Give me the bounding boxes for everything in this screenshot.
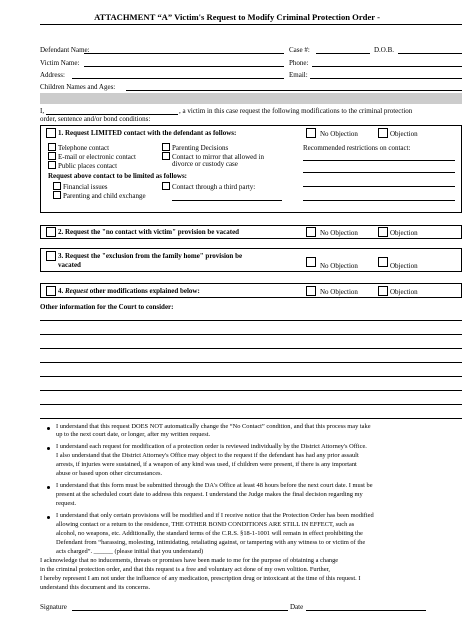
email-contact-label: E-mail or electronic contact — [58, 153, 136, 161]
other-info-line[interactable] — [40, 404, 462, 405]
third-party-checkbox[interactable] — [162, 182, 170, 190]
victim-name-label: Victim Name: — [40, 59, 80, 67]
phone-field[interactable] — [312, 66, 462, 67]
section2-no-objection-checkbox[interactable] — [306, 227, 316, 237]
section3-objection-checkbox[interactable] — [378, 257, 388, 267]
other-info-line[interactable] — [40, 348, 462, 349]
acknowledge-line-3: I hereby represent I am not under the influence of any medication, prescription drug or intoxicant at the time of this request. I — [40, 575, 361, 582]
bullet-1-line-2: up to the next court date, or longer, after my written request. — [56, 431, 211, 438]
section1-no-objection-checkbox[interactable] — [306, 128, 316, 138]
mirror-contact-checkbox[interactable] — [162, 152, 170, 160]
parenting-decisions-label: Parenting Decisions — [172, 144, 229, 152]
children-field[interactable] — [126, 90, 462, 91]
bullet-3-line-2: present at the scheduled court date to address this request. I understand the Judge makes the final decision regarding my — [56, 491, 363, 498]
defendant-name-field[interactable] — [84, 53, 284, 54]
phone-label: Phone: — [289, 59, 309, 67]
bullet-3-line-1: I understand that this form must be submitted through the DA's Office at least 48 hours before the next court date. I must be — [56, 482, 373, 489]
other-info-line[interactable] — [40, 418, 462, 419]
intro-text-line2: order, sentence and/or bond conditions: — [40, 115, 151, 123]
section2-checkbox[interactable] — [46, 227, 56, 237]
address-field[interactable] — [72, 78, 284, 79]
section3-label-2: vacated — [58, 261, 81, 269]
financial-issues-label: Financial issues — [63, 183, 108, 191]
section2-objection-checkbox[interactable] — [378, 227, 388, 237]
section2-no-objection-label: No Objection — [320, 229, 358, 237]
email-field[interactable] — [310, 78, 462, 79]
bullet-2-line-2: I also understand that the District Attorney's Office may object to the request if the defendant has had any prior assault — [56, 452, 359, 459]
mirror-contact-label: Contact to mirror that allowed in — [172, 153, 264, 161]
section4-label — [58, 287, 200, 295]
signature-label: Signature — [40, 603, 67, 611]
dob-field[interactable] — [398, 53, 462, 54]
third-party-label: Contact through a third party: — [172, 183, 256, 191]
bullet-4-line-5: acts charged”. ______ (please initial that you understand) — [56, 548, 204, 555]
bullet-2-line-3: arrests, if injuries were sustained, if a weapon of any kind was used, if children were present, if there is any important — [56, 461, 357, 468]
section4-label-number: 4. — [58, 287, 64, 295]
title-underline — [40, 24, 462, 25]
section4-objection-checkbox[interactable] — [378, 286, 388, 296]
child-exchange-checkbox[interactable] — [53, 191, 61, 199]
other-info-line[interactable] — [40, 376, 462, 377]
acknowledge-line-4: understand this document and its concerns. — [40, 584, 151, 591]
public-places-label: Public places contact — [58, 162, 118, 170]
bullet-marker — [47, 516, 50, 519]
other-info-line[interactable] — [40, 390, 462, 391]
recommended-restrictions-line-3[interactable] — [303, 186, 455, 187]
bullet-2-line-1: I understand each request for modification of a protection order is reviewed individually by the District Attorney's Office. — [56, 443, 367, 450]
section3-no-objection-label: No Objection — [320, 262, 358, 270]
recommended-restrictions-line-1[interactable] — [303, 160, 455, 161]
parenting-decisions-checkbox[interactable] — [162, 143, 170, 151]
section2-objection-label: Objection — [390, 229, 418, 237]
victim-name-field[interactable] — [84, 66, 284, 67]
section1-label: 1. Request LIMITED contact with the defendant as follows: — [58, 129, 237, 137]
bullet-marker — [47, 486, 50, 489]
recommended-restrictions-line-2[interactable] — [303, 172, 455, 173]
bullet-marker — [47, 447, 50, 450]
case-number-field[interactable] — [316, 53, 370, 54]
other-info-label: Other information for the Court to consider: — [40, 303, 174, 311]
limited-heading: Request above contact to be limited as follows: — [48, 172, 188, 180]
third-party-field[interactable] — [172, 200, 282, 201]
gray-divider-band — [40, 93, 462, 104]
section1-checkbox[interactable] — [46, 128, 56, 138]
public-places-checkbox[interactable] — [48, 161, 56, 169]
section4-checkbox[interactable] — [46, 286, 56, 296]
telephone-contact-checkbox[interactable] — [48, 143, 56, 151]
bullet-4-line-2: allowing contact or a return to the residence, THE OTHER BOND CONDITIONS ARE STILL IN EFFECT, such as — [56, 521, 355, 528]
intro-prefix: I, — [40, 107, 45, 115]
page-title: ATTACHMENT “A” Victim's Request to Modify Criminal Protection Order - — [94, 12, 380, 22]
section3-objection-label: Objection — [390, 262, 418, 270]
other-info-line[interactable] — [40, 320, 462, 321]
other-info-line[interactable] — [40, 334, 462, 335]
recommended-restrictions-line-4[interactable] — [303, 200, 455, 201]
section4-no-objection-checkbox[interactable] — [306, 286, 316, 296]
section4-objection-label: Objection — [390, 288, 418, 296]
section1-no-objection-label: No Objection — [320, 130, 358, 138]
bullet-2-line-4: abuse or based upon other circumstances. — [56, 470, 163, 477]
dob-label: D.O.B. — [374, 46, 395, 54]
acknowledge-line-2: in the criminal protection order, and that this request is a free and voluntary act done of my own volition. Further, — [40, 566, 331, 573]
section4-no-objection-label: No Objection — [320, 288, 358, 296]
section3-no-objection-checkbox[interactable] — [306, 257, 316, 267]
children-label: Children Names and Ages: — [40, 83, 116, 91]
intro-text: , a victim in this case request the following modifications to the criminal protection — [179, 107, 413, 115]
section2-label: 2. Request the "no contact with victim" provision be vacated — [58, 228, 240, 236]
defendant-name-label: Defendant Name: — [40, 46, 90, 54]
child-exchange-label: Parenting and child exchange — [63, 192, 146, 200]
bullet-4-line-1: I understand that only certain provisions will be modified and if I receive notice that the Protection Order has been modified — [56, 512, 374, 519]
section4-label-rest: other modifications explained below: — [89, 287, 200, 295]
bullet-marker — [47, 427, 50, 430]
other-info-line[interactable] — [40, 362, 462, 363]
date-label: Date — [290, 603, 304, 611]
bullet-3-line-3: request. — [56, 500, 77, 507]
section1-objection-checkbox[interactable] — [378, 128, 388, 138]
mirror-contact-label-2: divorce or custody case — [172, 160, 238, 168]
email-contact-checkbox[interactable] — [48, 152, 56, 160]
case-number-label: Case #: — [289, 46, 310, 54]
section3-label: 3. Request the "exclusion from the family home" provision be — [58, 252, 243, 260]
section4-label-request: Request — [65, 287, 88, 295]
email-label: Email: — [289, 71, 308, 79]
financial-issues-checkbox[interactable] — [53, 182, 61, 190]
section3-checkbox[interactable] — [46, 251, 56, 261]
section1-objection-label: Objection — [390, 130, 418, 138]
signature-field[interactable] — [72, 610, 288, 611]
bullet-4-line-4: Defendant from “harassing, molesting, intimidating, retaliating against, or tampering with any witness to or victim of the — [56, 539, 366, 546]
telephone-contact-label: Telephone contact — [58, 144, 110, 152]
address-label: Address: — [40, 71, 65, 79]
bullet-1-line-1: I understand that this request DOES NOT automatically change the “No Contact” condition, and that this process may take — [56, 423, 371, 430]
date-field[interactable] — [306, 610, 426, 611]
bullet-4-line-3: alcohol, no weapons, etc. Additionally, the standard terms of the C.R.S. §18-1-1001 will remain in effect prohibiting the — [56, 530, 363, 537]
recommended-restrictions-label: Recommended restrictions on contact: — [303, 144, 411, 152]
acknowledge-line-1: I acknowledge that no inducements, threats or promises have been made to me for the purpose of obtaining a change — [40, 557, 339, 564]
